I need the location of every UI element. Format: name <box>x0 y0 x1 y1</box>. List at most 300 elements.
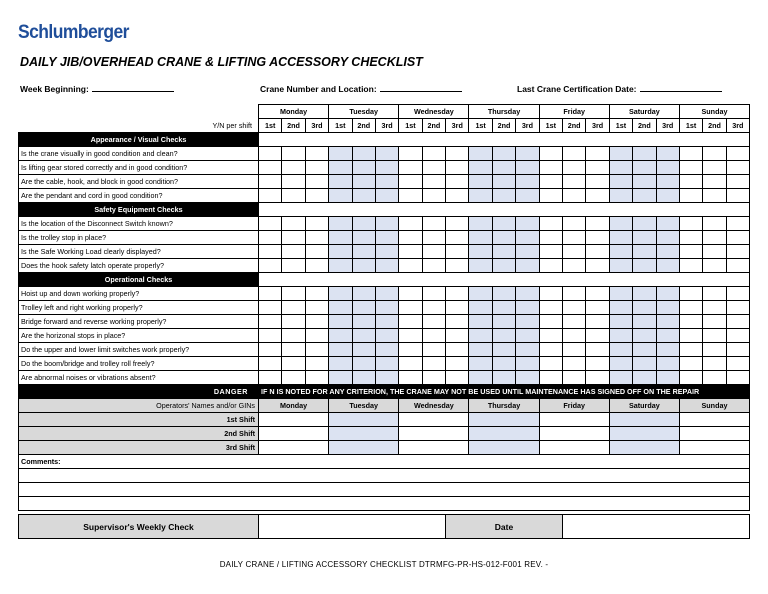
yn-cell[interactable] <box>586 161 609 175</box>
yn-cell[interactable] <box>726 147 749 161</box>
yn-cell[interactable] <box>539 315 562 329</box>
yn-cell[interactable] <box>539 161 562 175</box>
yn-cell[interactable] <box>679 343 702 357</box>
yn-cell[interactable] <box>726 231 749 245</box>
comments-line[interactable] <box>19 483 750 497</box>
yn-cell[interactable] <box>305 189 328 203</box>
yn-cell[interactable] <box>562 301 585 315</box>
yn-cell[interactable] <box>329 217 352 231</box>
yn-cell[interactable] <box>422 217 445 231</box>
yn-cell[interactable] <box>586 357 609 371</box>
yn-cell[interactable] <box>305 259 328 273</box>
yn-cell[interactable] <box>703 329 726 343</box>
yn-cell[interactable] <box>609 231 632 245</box>
yn-cell[interactable] <box>375 315 398 329</box>
yn-cell[interactable] <box>679 175 702 189</box>
operator-name-cell[interactable] <box>679 427 749 441</box>
yn-cell[interactable] <box>492 189 515 203</box>
yn-cell[interactable] <box>259 329 282 343</box>
yn-cell[interactable] <box>539 301 562 315</box>
yn-cell[interactable] <box>609 287 632 301</box>
yn-cell[interactable] <box>259 161 282 175</box>
yn-cell[interactable] <box>633 343 656 357</box>
last-cert-field[interactable] <box>517 82 722 94</box>
yn-cell[interactable] <box>726 259 749 273</box>
yn-cell[interactable] <box>446 175 469 189</box>
yn-cell[interactable] <box>586 343 609 357</box>
yn-cell[interactable] <box>375 371 398 385</box>
operator-name-cell[interactable] <box>399 441 469 455</box>
yn-cell[interactable] <box>726 301 749 315</box>
comments-line[interactable] <box>19 469 750 483</box>
yn-cell[interactable] <box>305 217 328 231</box>
yn-cell[interactable] <box>305 245 328 259</box>
yn-cell[interactable] <box>539 371 562 385</box>
yn-cell[interactable] <box>539 287 562 301</box>
yn-cell[interactable] <box>305 287 328 301</box>
yn-cell[interactable] <box>469 161 492 175</box>
yn-cell[interactable] <box>656 245 679 259</box>
yn-cell[interactable] <box>352 259 375 273</box>
yn-cell[interactable] <box>375 343 398 357</box>
yn-cell[interactable] <box>726 175 749 189</box>
yn-cell[interactable] <box>609 217 632 231</box>
yn-cell[interactable] <box>656 371 679 385</box>
yn-cell[interactable] <box>726 245 749 259</box>
yn-cell[interactable] <box>375 301 398 315</box>
yn-cell[interactable] <box>469 287 492 301</box>
operator-name-cell[interactable] <box>469 427 539 441</box>
yn-cell[interactable] <box>352 189 375 203</box>
yn-cell[interactable] <box>469 231 492 245</box>
yn-cell[interactable] <box>726 371 749 385</box>
yn-cell[interactable] <box>516 371 539 385</box>
yn-cell[interactable] <box>679 217 702 231</box>
yn-cell[interactable] <box>586 231 609 245</box>
yn-cell[interactable] <box>259 175 282 189</box>
yn-cell[interactable] <box>446 231 469 245</box>
yn-cell[interactable] <box>609 357 632 371</box>
yn-cell[interactable] <box>399 161 422 175</box>
yn-cell[interactable] <box>679 357 702 371</box>
yn-cell[interactable] <box>469 259 492 273</box>
yn-cell[interactable] <box>259 245 282 259</box>
yn-cell[interactable] <box>586 315 609 329</box>
yn-cell[interactable] <box>726 287 749 301</box>
yn-cell[interactable] <box>446 329 469 343</box>
yn-cell[interactable] <box>375 231 398 245</box>
yn-cell[interactable] <box>679 189 702 203</box>
yn-cell[interactable] <box>375 245 398 259</box>
yn-cell[interactable] <box>562 259 585 273</box>
yn-cell[interactable] <box>446 343 469 357</box>
yn-cell[interactable] <box>609 259 632 273</box>
operator-name-cell[interactable] <box>679 413 749 427</box>
yn-cell[interactable] <box>329 301 352 315</box>
yn-cell[interactable] <box>329 357 352 371</box>
operator-name-cell[interactable] <box>399 413 469 427</box>
yn-cell[interactable] <box>282 301 305 315</box>
yn-cell[interactable] <box>469 357 492 371</box>
yn-cell[interactable] <box>633 245 656 259</box>
yn-cell[interactable] <box>516 147 539 161</box>
yn-cell[interactable] <box>329 161 352 175</box>
operator-name-cell[interactable] <box>609 441 679 455</box>
yn-cell[interactable] <box>492 217 515 231</box>
yn-cell[interactable] <box>422 189 445 203</box>
yn-cell[interactable] <box>282 217 305 231</box>
yn-cell[interactable] <box>562 147 585 161</box>
yn-cell[interactable] <box>633 175 656 189</box>
yn-cell[interactable] <box>516 161 539 175</box>
yn-cell[interactable] <box>259 259 282 273</box>
yn-cell[interactable] <box>633 217 656 231</box>
yn-cell[interactable] <box>633 189 656 203</box>
operator-name-cell[interactable] <box>609 413 679 427</box>
yn-cell[interactable] <box>375 259 398 273</box>
yn-cell[interactable] <box>305 147 328 161</box>
operator-name-cell[interactable] <box>329 427 399 441</box>
yn-cell[interactable] <box>562 161 585 175</box>
operator-name-cell[interactable] <box>539 441 609 455</box>
supervisor-signature-cell[interactable] <box>259 515 446 539</box>
yn-cell[interactable] <box>562 189 585 203</box>
yn-cell[interactable] <box>703 217 726 231</box>
yn-cell[interactable] <box>305 371 328 385</box>
yn-cell[interactable] <box>492 231 515 245</box>
yn-cell[interactable] <box>562 175 585 189</box>
yn-cell[interactable] <box>492 161 515 175</box>
crane-number-field[interactable] <box>260 82 462 94</box>
operator-name-cell[interactable] <box>259 413 329 427</box>
yn-cell[interactable] <box>633 287 656 301</box>
operator-name-cell[interactable] <box>259 441 329 455</box>
yn-cell[interactable] <box>703 301 726 315</box>
yn-cell[interactable] <box>446 301 469 315</box>
yn-cell[interactable] <box>352 287 375 301</box>
yn-cell[interactable] <box>562 217 585 231</box>
yn-cell[interactable] <box>633 147 656 161</box>
operator-name-cell[interactable] <box>329 413 399 427</box>
yn-cell[interactable] <box>329 329 352 343</box>
yn-cell[interactable] <box>469 175 492 189</box>
yn-cell[interactable] <box>703 343 726 357</box>
yn-cell[interactable] <box>352 217 375 231</box>
yn-cell[interactable] <box>492 301 515 315</box>
yn-cell[interactable] <box>399 231 422 245</box>
yn-cell[interactable] <box>679 287 702 301</box>
yn-cell[interactable] <box>492 259 515 273</box>
yn-cell[interactable] <box>516 217 539 231</box>
yn-cell[interactable] <box>656 189 679 203</box>
yn-cell[interactable] <box>282 287 305 301</box>
yn-cell[interactable] <box>469 343 492 357</box>
yn-cell[interactable] <box>726 315 749 329</box>
yn-cell[interactable] <box>329 189 352 203</box>
yn-cell[interactable] <box>329 315 352 329</box>
yn-cell[interactable] <box>399 315 422 329</box>
yn-cell[interactable] <box>469 371 492 385</box>
yn-cell[interactable] <box>422 161 445 175</box>
yn-cell[interactable] <box>679 371 702 385</box>
yn-cell[interactable] <box>469 245 492 259</box>
operator-name-cell[interactable] <box>609 427 679 441</box>
yn-cell[interactable] <box>469 329 492 343</box>
yn-cell[interactable] <box>726 161 749 175</box>
yn-cell[interactable] <box>446 147 469 161</box>
yn-cell[interactable] <box>282 315 305 329</box>
yn-cell[interactable] <box>282 371 305 385</box>
yn-cell[interactable] <box>516 231 539 245</box>
yn-cell[interactable] <box>633 231 656 245</box>
yn-cell[interactable] <box>609 329 632 343</box>
yn-cell[interactable] <box>539 343 562 357</box>
yn-cell[interactable] <box>259 147 282 161</box>
yn-cell[interactable] <box>633 259 656 273</box>
operator-name-cell[interactable] <box>259 427 329 441</box>
yn-cell[interactable] <box>726 357 749 371</box>
yn-cell[interactable] <box>329 245 352 259</box>
yn-cell[interactable] <box>352 231 375 245</box>
yn-cell[interactable] <box>492 315 515 329</box>
yn-cell[interactable] <box>399 147 422 161</box>
yn-cell[interactable] <box>399 189 422 203</box>
yn-cell[interactable] <box>539 245 562 259</box>
yn-cell[interactable] <box>329 259 352 273</box>
yn-cell[interactable] <box>422 371 445 385</box>
yn-cell[interactable] <box>679 259 702 273</box>
yn-cell[interactable] <box>516 189 539 203</box>
yn-cell[interactable] <box>609 175 632 189</box>
yn-cell[interactable] <box>609 343 632 357</box>
yn-cell[interactable] <box>375 175 398 189</box>
yn-cell[interactable] <box>446 371 469 385</box>
yn-cell[interactable] <box>703 287 726 301</box>
yn-cell[interactable] <box>656 147 679 161</box>
yn-cell[interactable] <box>656 259 679 273</box>
yn-cell[interactable] <box>375 287 398 301</box>
yn-cell[interactable] <box>679 231 702 245</box>
yn-cell[interactable] <box>399 301 422 315</box>
yn-cell[interactable] <box>586 217 609 231</box>
yn-cell[interactable] <box>375 161 398 175</box>
yn-cell[interactable] <box>422 357 445 371</box>
yn-cell[interactable] <box>259 343 282 357</box>
yn-cell[interactable] <box>469 147 492 161</box>
yn-cell[interactable] <box>656 161 679 175</box>
yn-cell[interactable] <box>399 329 422 343</box>
yn-cell[interactable] <box>329 231 352 245</box>
yn-cell[interactable] <box>375 217 398 231</box>
yn-cell[interactable] <box>282 147 305 161</box>
yn-cell[interactable] <box>586 189 609 203</box>
yn-cell[interactable] <box>726 329 749 343</box>
yn-cell[interactable] <box>399 217 422 231</box>
yn-cell[interactable] <box>703 161 726 175</box>
yn-cell[interactable] <box>539 175 562 189</box>
yn-cell[interactable] <box>679 301 702 315</box>
yn-cell[interactable] <box>656 287 679 301</box>
yn-cell[interactable] <box>329 343 352 357</box>
yn-cell[interactable] <box>492 357 515 371</box>
yn-cell[interactable] <box>656 217 679 231</box>
yn-cell[interactable] <box>726 189 749 203</box>
yn-cell[interactable] <box>656 329 679 343</box>
yn-cell[interactable] <box>703 231 726 245</box>
yn-cell[interactable] <box>586 147 609 161</box>
yn-cell[interactable] <box>492 343 515 357</box>
yn-cell[interactable] <box>422 147 445 161</box>
yn-cell[interactable] <box>633 371 656 385</box>
operator-name-cell[interactable] <box>539 413 609 427</box>
yn-cell[interactable] <box>516 287 539 301</box>
yn-cell[interactable] <box>539 231 562 245</box>
yn-cell[interactable] <box>633 357 656 371</box>
yn-cell[interactable] <box>516 329 539 343</box>
yn-cell[interactable] <box>609 245 632 259</box>
operator-name-cell[interactable] <box>469 441 539 455</box>
yn-cell[interactable] <box>446 189 469 203</box>
yn-cell[interactable] <box>282 357 305 371</box>
yn-cell[interactable] <box>352 329 375 343</box>
yn-cell[interactable] <box>422 287 445 301</box>
yn-cell[interactable] <box>422 245 445 259</box>
yn-cell[interactable] <box>352 371 375 385</box>
operator-name-cell[interactable] <box>679 441 749 455</box>
yn-cell[interactable] <box>516 245 539 259</box>
yn-cell[interactable] <box>539 189 562 203</box>
yn-cell[interactable] <box>562 287 585 301</box>
yn-cell[interactable] <box>562 343 585 357</box>
yn-cell[interactable] <box>352 357 375 371</box>
yn-cell[interactable] <box>539 147 562 161</box>
yn-cell[interactable] <box>422 259 445 273</box>
yn-cell[interactable] <box>305 357 328 371</box>
yn-cell[interactable] <box>446 357 469 371</box>
yn-cell[interactable] <box>469 315 492 329</box>
yn-cell[interactable] <box>656 357 679 371</box>
yn-cell[interactable] <box>352 245 375 259</box>
yn-cell[interactable] <box>492 329 515 343</box>
yn-cell[interactable] <box>282 245 305 259</box>
yn-cell[interactable] <box>375 329 398 343</box>
yn-cell[interactable] <box>422 329 445 343</box>
yn-cell[interactable] <box>703 175 726 189</box>
yn-cell[interactable] <box>586 245 609 259</box>
yn-cell[interactable] <box>679 147 702 161</box>
yn-cell[interactable] <box>516 343 539 357</box>
yn-cell[interactable] <box>562 329 585 343</box>
yn-cell[interactable] <box>516 357 539 371</box>
yn-cell[interactable] <box>282 175 305 189</box>
yn-cell[interactable] <box>259 315 282 329</box>
yn-cell[interactable] <box>633 329 656 343</box>
yn-cell[interactable] <box>516 315 539 329</box>
yn-cell[interactable] <box>305 329 328 343</box>
yn-cell[interactable] <box>259 371 282 385</box>
yn-cell[interactable] <box>492 147 515 161</box>
operator-name-cell[interactable] <box>399 427 469 441</box>
yn-cell[interactable] <box>399 245 422 259</box>
yn-cell[interactable] <box>562 231 585 245</box>
yn-cell[interactable] <box>305 231 328 245</box>
yn-cell[interactable] <box>305 315 328 329</box>
yn-cell[interactable] <box>562 357 585 371</box>
yn-cell[interactable] <box>375 357 398 371</box>
yn-cell[interactable] <box>703 315 726 329</box>
yn-cell[interactable] <box>539 329 562 343</box>
yn-cell[interactable] <box>609 301 632 315</box>
yn-cell[interactable] <box>282 189 305 203</box>
yn-cell[interactable] <box>469 301 492 315</box>
yn-cell[interactable] <box>679 161 702 175</box>
yn-cell[interactable] <box>446 259 469 273</box>
yn-cell[interactable] <box>703 371 726 385</box>
crane-number-input[interactable] <box>380 82 462 92</box>
yn-cell[interactable] <box>586 175 609 189</box>
yn-cell[interactable] <box>399 371 422 385</box>
yn-cell[interactable] <box>352 147 375 161</box>
yn-cell[interactable] <box>399 287 422 301</box>
yn-cell[interactable] <box>492 245 515 259</box>
yn-cell[interactable] <box>329 287 352 301</box>
yn-cell[interactable] <box>703 245 726 259</box>
yn-cell[interactable] <box>305 301 328 315</box>
yn-cell[interactable] <box>703 147 726 161</box>
yn-cell[interactable] <box>446 287 469 301</box>
yn-cell[interactable] <box>446 245 469 259</box>
yn-cell[interactable] <box>305 175 328 189</box>
yn-cell[interactable] <box>656 315 679 329</box>
yn-cell[interactable] <box>282 329 305 343</box>
yn-cell[interactable] <box>586 287 609 301</box>
yn-cell[interactable] <box>539 357 562 371</box>
yn-cell[interactable] <box>352 301 375 315</box>
yn-cell[interactable] <box>446 217 469 231</box>
yn-cell[interactable] <box>586 329 609 343</box>
comments-line[interactable] <box>19 497 750 511</box>
yn-cell[interactable] <box>259 357 282 371</box>
yn-cell[interactable] <box>679 315 702 329</box>
yn-cell[interactable] <box>422 315 445 329</box>
week-beginning-field[interactable] <box>20 82 174 94</box>
yn-cell[interactable] <box>492 287 515 301</box>
yn-cell[interactable] <box>259 301 282 315</box>
yn-cell[interactable] <box>422 301 445 315</box>
last-cert-input[interactable] <box>640 82 722 92</box>
yn-cell[interactable] <box>259 189 282 203</box>
yn-cell[interactable] <box>679 329 702 343</box>
yn-cell[interactable] <box>703 259 726 273</box>
yn-cell[interactable] <box>399 175 422 189</box>
yn-cell[interactable] <box>516 259 539 273</box>
yn-cell[interactable] <box>282 343 305 357</box>
yn-cell[interactable] <box>633 161 656 175</box>
yn-cell[interactable] <box>375 189 398 203</box>
yn-cell[interactable] <box>329 175 352 189</box>
yn-cell[interactable] <box>609 147 632 161</box>
yn-cell[interactable] <box>259 287 282 301</box>
yn-cell[interactable] <box>259 217 282 231</box>
yn-cell[interactable] <box>586 301 609 315</box>
yn-cell[interactable] <box>539 217 562 231</box>
yn-cell[interactable] <box>656 231 679 245</box>
yn-cell[interactable] <box>446 161 469 175</box>
yn-cell[interactable] <box>375 147 398 161</box>
yn-cell[interactable] <box>329 147 352 161</box>
operator-name-cell[interactable] <box>539 427 609 441</box>
yn-cell[interactable] <box>492 371 515 385</box>
